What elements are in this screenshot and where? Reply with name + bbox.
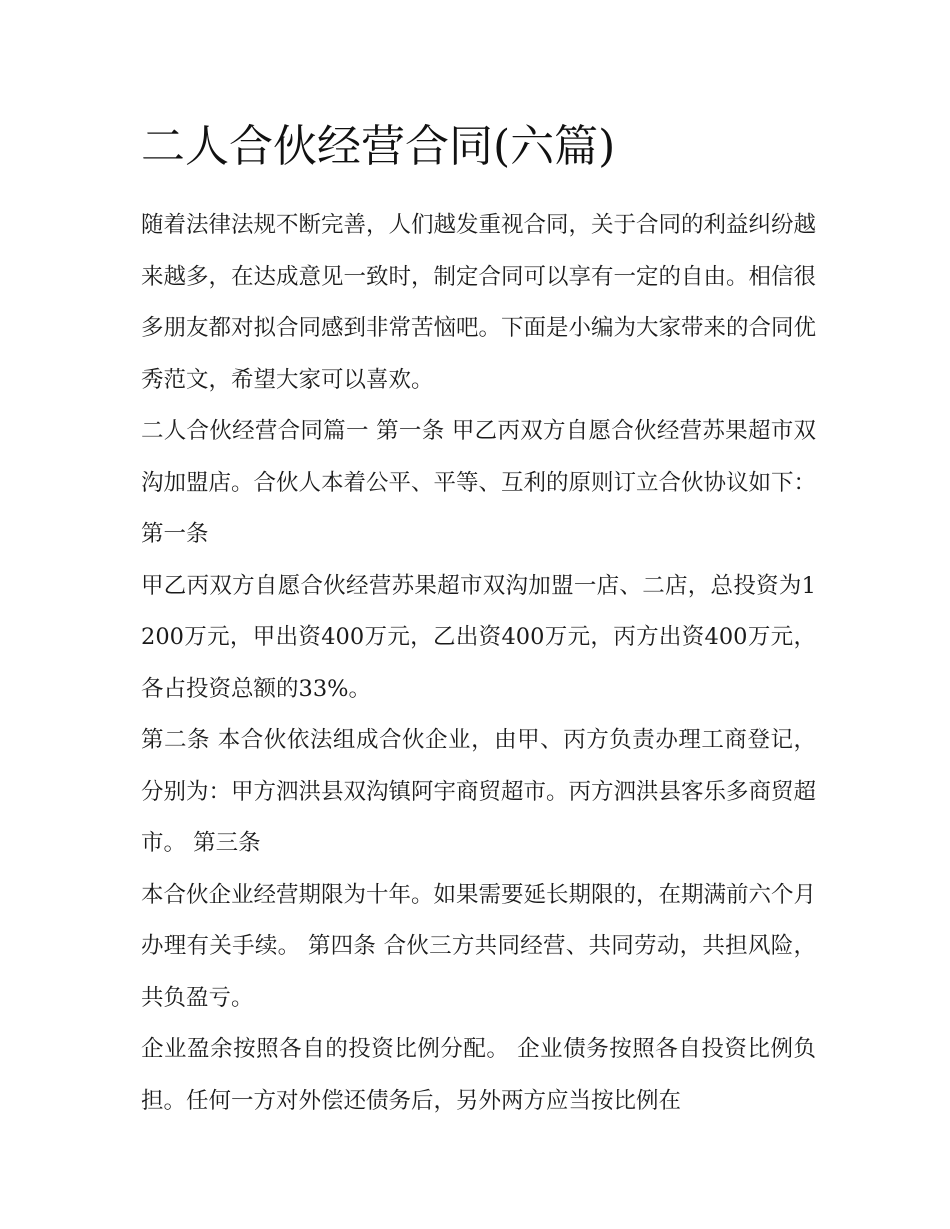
- document-title: 二人合伙经营合同(六篇): [141, 121, 616, 172]
- document-body: [141, 200, 816, 1127]
- paragraph-profit-debt: 企业盈余按照各自的投资比例分配。 企业债务按照各自投资比例负担。任何一方对外偿还债务后，另外两方应当按比例在: [141, 1036, 816, 1114]
- paragraph-article-1-heading: 二人合伙经营合同篇一 第一条 甲乙丙双方自愿合伙经营苏果超市双沟加盟店。合伙人本着公平、平等、互利的原则订立合伙协议如下： 第一条: [141, 418, 817, 547]
- paragraph-article-1-investment: 甲乙丙双方自愿合伙经营苏果超市双沟加盟一店、二店，总投资为1200万元，甲出资400万元，乙出资400万元，丙方出资400万元，各占投资总额的33%。: [141, 572, 816, 702]
- document-content: [141, 112, 816, 1127]
- paragraph-intro: 随着法律法规不断完善，人们越发重视合同，关于合同的利益纠纷越来越多，在达成意见一致时，制定合同可以享有一定的自由。相信很多朋友都对拟合同感到非常苦恼吧。下面是小编为大家带来的合同优秀范文，希望大家可以喜欢。: [141, 212, 817, 393]
- paragraph-article-3-term: 本合伙企业经营期限为十年。如果需要延长期限的，在期满前六个月办理有关手续。 第四条 合伙三方共同经营、共同劳动，共担风险，共负盈亏。: [141, 881, 817, 1011]
- paragraph-article-2-registration: 第二条 本合伙依法组成合伙企业，由甲、丙方负责办理工商登记，分别为：甲方泗洪县双沟镇阿宇商贸超市。丙方泗洪县客乐多商贸超市。 第三条: [141, 727, 817, 856]
